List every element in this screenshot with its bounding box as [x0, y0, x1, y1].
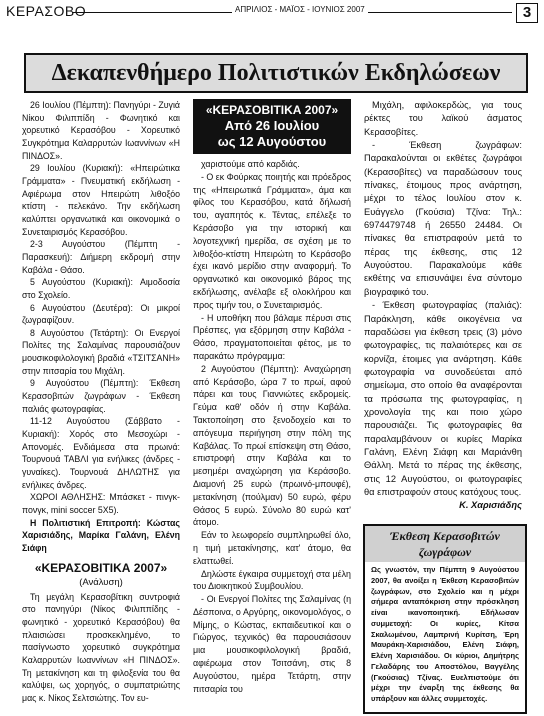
author-signature: Κ. Χαρισιάδης [459, 500, 522, 511]
sidebar-title: Έκθεση Κερασοβιτών ζωγράφων [365, 526, 525, 562]
paragraph: 8 Αυγούστου (Τετάρτη): Οι Ενεργοί Πολίτες της Σαλαμίνας παρουσιάζουν μουσικοφιλολογική βραδιά «ΤΣΙΤΣΑΝΗ» στην πιτσαρία του Μιχάλη. [22, 327, 180, 376]
page-header [6, 3, 538, 25]
paragraph: 9 Αυγούστου (Πέμπτη): Έκθεση Κερασοβιτών ζωγράφων - Έκθεση παλιάς φωτογραφίας. [22, 378, 180, 414]
paragraph: Μιχάλη, αφιλοκερδώς, για τους ρέκτες του λαϊκού άσματος Κερασοβίτες. [364, 100, 522, 137]
paragraph: χαριστούμε από καρδιάς. [201, 159, 300, 169]
article-title-box [24, 53, 528, 93]
page-number: 3 [516, 3, 538, 23]
event-banner [193, 99, 351, 154]
banner-title: «ΚΕΡΑΣΟΒΙΤΙΚΑ 2007» [205, 103, 339, 117]
column-3 [364, 99, 522, 513]
committee-paragraph: Η Πολιτιστική Επιτροπή: Κώστας Χαρισιάδης, Μαρίκα Γαλάνη, Ελένη Σιάφη [22, 517, 180, 553]
article-title: Δεκαπενθήμερο Πολιτιστικών Εκδηλώσεων [51, 60, 501, 86]
banner-date-from: Από 26 Ιουλίου [224, 118, 320, 133]
paragraph: 2-3 Αυγούστου (Πέμπτη - Παρασκευή): Διήμερη εκδρομή στην Καβάλα - Θάσο. [22, 239, 180, 275]
paragraph: Τη μεγάλη Κερασοβίτικη συντροφιά στο πανηγύρι (Νίκος Φιλιππίδης - φωνητικό - χορευτικό Κερασόβου) θα πλαισιώσει προσκεκλημένο, το πασίγνωστο χορευτικό συγκρότημα Καλαρρυτών Ιωαννίνων «Η ΠΙΝΔΟΣ». Τη μετακίνηση και τη φιλοξενία του θα καλύψει, ως χορηγός, ο συμπατριώτης μας κ. Νίκος Σελτσιώτης. Τον ευ- [22, 591, 180, 703]
paragraph: Δηλώστε έγκαιρα συμμετοχή στα μέλη του Διοικητικού Συμβουλίου. [193, 568, 351, 592]
paragraph: - Η υποθήκη που βάλαμε πέρυσι στις Πρέσπες, για εξόρμηση στην Καβάλα - Θάσο, πραγματοποιείται φέτος, με το παρακάτω πρόγραμμα: [193, 312, 351, 361]
analysis-heading: «ΚΕΡΑΣΟΒΙΤΙΚΑ 2007» [34, 560, 168, 575]
paragraph: 2 Αυγούστου (Πέμπτη): Αναχώρηση από Κεράσοβο, ώρα 7 το πρωί, αφού πάρει και τους Γιαννιώτες εκδρομείς. Γεύμα καθ' οδόν ή στην Καβάλα. Τακτοποίηση στο ξενοδοχείο και το απόγευμα περιήγηση στην πόλη της Καβάλας. Το πρωί επίσκεψη στη Θάσο, επιστροφή στην Καβάλα και το μεσημέρι αναχώρηση για Κεράσοβο. Διαμονή 25 ευρώ (πρωινό-μπουφέ), μετακίνηση (πούλμαν) 50 ευρώ, φέρυ Θάσος 5 ευρώ. Σύνολο 80 ευρώ κατ' άτομο. [193, 363, 351, 528]
paragraph: 5 Αυγούστου (Κυριακή): Αιμοδοσία στο Σχολείο. [22, 277, 180, 300]
paragraph: 29 Ιουλίου (Κυριακή): «Ηπειρώτικα Γράμματα» - Πνευματική εκδήλωση - Αφιέρωμα στον Ηπειρώτη λιθοξόο κτίστη - πελεκάνο. Την εκδήλωση καλύπτει οργανωτικά και οικονομικά ο Συνεταιρισμός Κερασόβου. [22, 163, 180, 237]
column-1 [22, 99, 180, 705]
sidebar-body: Ως γνωστόν, την Πέμπτη 9 Αυγούστου 2007, θα ανοίξει η Έκθεση Κερασοβιτών ζωγράφων, στο Σχολείο και η μέχρι σήμερα ανταπόκριση στην πρόσκληση είναι ικανοποιητική. Εδήλωσαν συμμετοχή: Οι κυρίες, Κίτσα Σκαλωμένου, Λαμπρινή Κυρίτση, Έρη Μαυράκη-Χαρισιάδου, Ελένη Σιάφη, Ελένη Χαρισιάδου. Οι κύριοι, Δημήτρης Γελαδάρης του Αποστόλου, Βαγγέλης (Γκούσιας) Τζίνας. Ευελπιστούμε ότι μέχρι την έναρξη της έκθεσης θα υπάρξουν και άλλες συμμετοχές. [371, 565, 519, 704]
paragraph: Εάν το λεωφορείο συμπληρωθεί όλο, η τιμή μετακίνησης, κατ' άτομο, θα ελαττωθεί. [193, 530, 351, 566]
analysis-subheading: (Ανάλυση) [79, 576, 123, 588]
paragraph: ΧΩΡΟΙ ΑΘΛΗΣΗΣ: Μπάσκετ - πινγκ-πονγκ, mini soccer 5Χ5). [22, 492, 180, 515]
issue-date: ΑΠΡΙΛΙΟΣ - ΜΑΪΟΣ - ΙΟΥΝΙΟΣ 2007 [232, 5, 368, 14]
painters-exhibition-box [363, 524, 527, 714]
paragraph: - Οι Ενεργοί Πολίτες της Σαλαμίνας (η Δέσποινα, ο Αργύρης, οικονομολόγος, ο Μίμης, ο Κώστας, εκπαιδευτικοί και ο Γιώργος, τεχνικός) θα παρουσιάσουν μια μουσικοφιλολογική βραδιά, αφιέρωμα στον Τσιτσάνη, στις 8 Αυγούστου, ημέρα Τετάρτη, στην πιτσαρία του [193, 594, 351, 694]
paragraph: - Ο εκ Φούρκας ποιητής και πρόεδρος της «Ηπειρωτικά Γράμματα», άμα και φίλος του Κερασόβου, κατά δήλωσή του, αγαπητός κ. Τέντας, επέλεξε το Κεράσοβο για την ιστορική και λογοτεχνική ημερίδα, σε σχέση με το λιθοξόο-κτίστη Ηπειρώτη το Κεράσοβο έχει ικανό μερίδιο στην αναφορμή. Το οργανωτικό και οικονομικό βάρος της εκδήλωσης, ανέλαβε εξ ολοκλήρου και προς τιμήν του, ο Συνεταιρισμός. [193, 171, 351, 310]
paragraph: - Έκθεση φωτογραφίας (παλιάς): Παράκληση, κάθε οικογένεια να παραδώσει για έκθεση τρεις (3) μόνο φωτογραφίες, τις παλαιότερες και σε κορνίζα, έτοιμες για ανάρτηση. Κάθε φωτογραφία να συνοδεύεται από σημείωμα, στο οποίο θα αναφέρονται τα πρόσωπα της φωτογραφίας, η χρονολογία της και ποιο χώρο παρουσιάζει. Τις φωτογραφίες θα παραλαμβάνουν οι κυρίες Μαρίκα Γαλάνη, Ελένη Σιάφη και Μαριάνθη Θάλλη. Μετά το πέρας της έκθεσης, στις 12 Αυγούστου, οι φωτογραφίες θα επιστραφούν στους κατόχους τους. [364, 300, 522, 497]
paragraph: 11-12 Αυγούστου (Σάββατο - Κυριακή): Χορός στο Μεσοχώρι - Απονομές. Ενδιάμεσα στα πρωινά: Τουρνουά ΤΑΒΛΙ για ενήλικες (άνδρες - γυναίκες). Τουρνουά ΔΗΛΩΤΗΣ για ενήλικες άνδρες. [22, 416, 180, 490]
paragraph: 6 Αυγούστου (Δευτέρα): Οι μικροί ζωγραφίζουν. [22, 302, 180, 326]
column-2 [193, 99, 351, 695]
paragraph: 26 Ιουλίου (Πέμπτη): Πανηγύρι - Ζυγιά Νίκου Φιλιππίδη - Φωνητικό και χορευτικό Κερασόβου - Χορευτικό Συγκρότημα Καλαρρυτών Ιωαννίνων «Η ΠΙΝΔΟΣ». [22, 100, 180, 161]
banner-date-to: ως 12 Αυγούστου [217, 134, 327, 149]
newspaper-name: ΚΕΡΑΣΟΒΟ [6, 3, 87, 19]
paragraph: - Έκθεση ζωγράφων: Παρακαλούνται οι εκθέτες ζωγράφοι (Κερασοβίτες) να παραδώσουν τους πίνακες, έτοιμους προς ανάρτηση, μέχρι το τέλος Ιουλίου στον κ. Ευάγγελο (Γκούσια) Τζίνα: Τηλ.: 6974479748 ή 26550 24484. Οι πίνακες θα επιστραφούν μετά το πέρας της έκθεσης, στις 12 Αυγούστου. Παρακαλούμε κάθε εκθέτης να επισυνάψει ένα σύντομο βιογραφικό του. [364, 140, 522, 297]
